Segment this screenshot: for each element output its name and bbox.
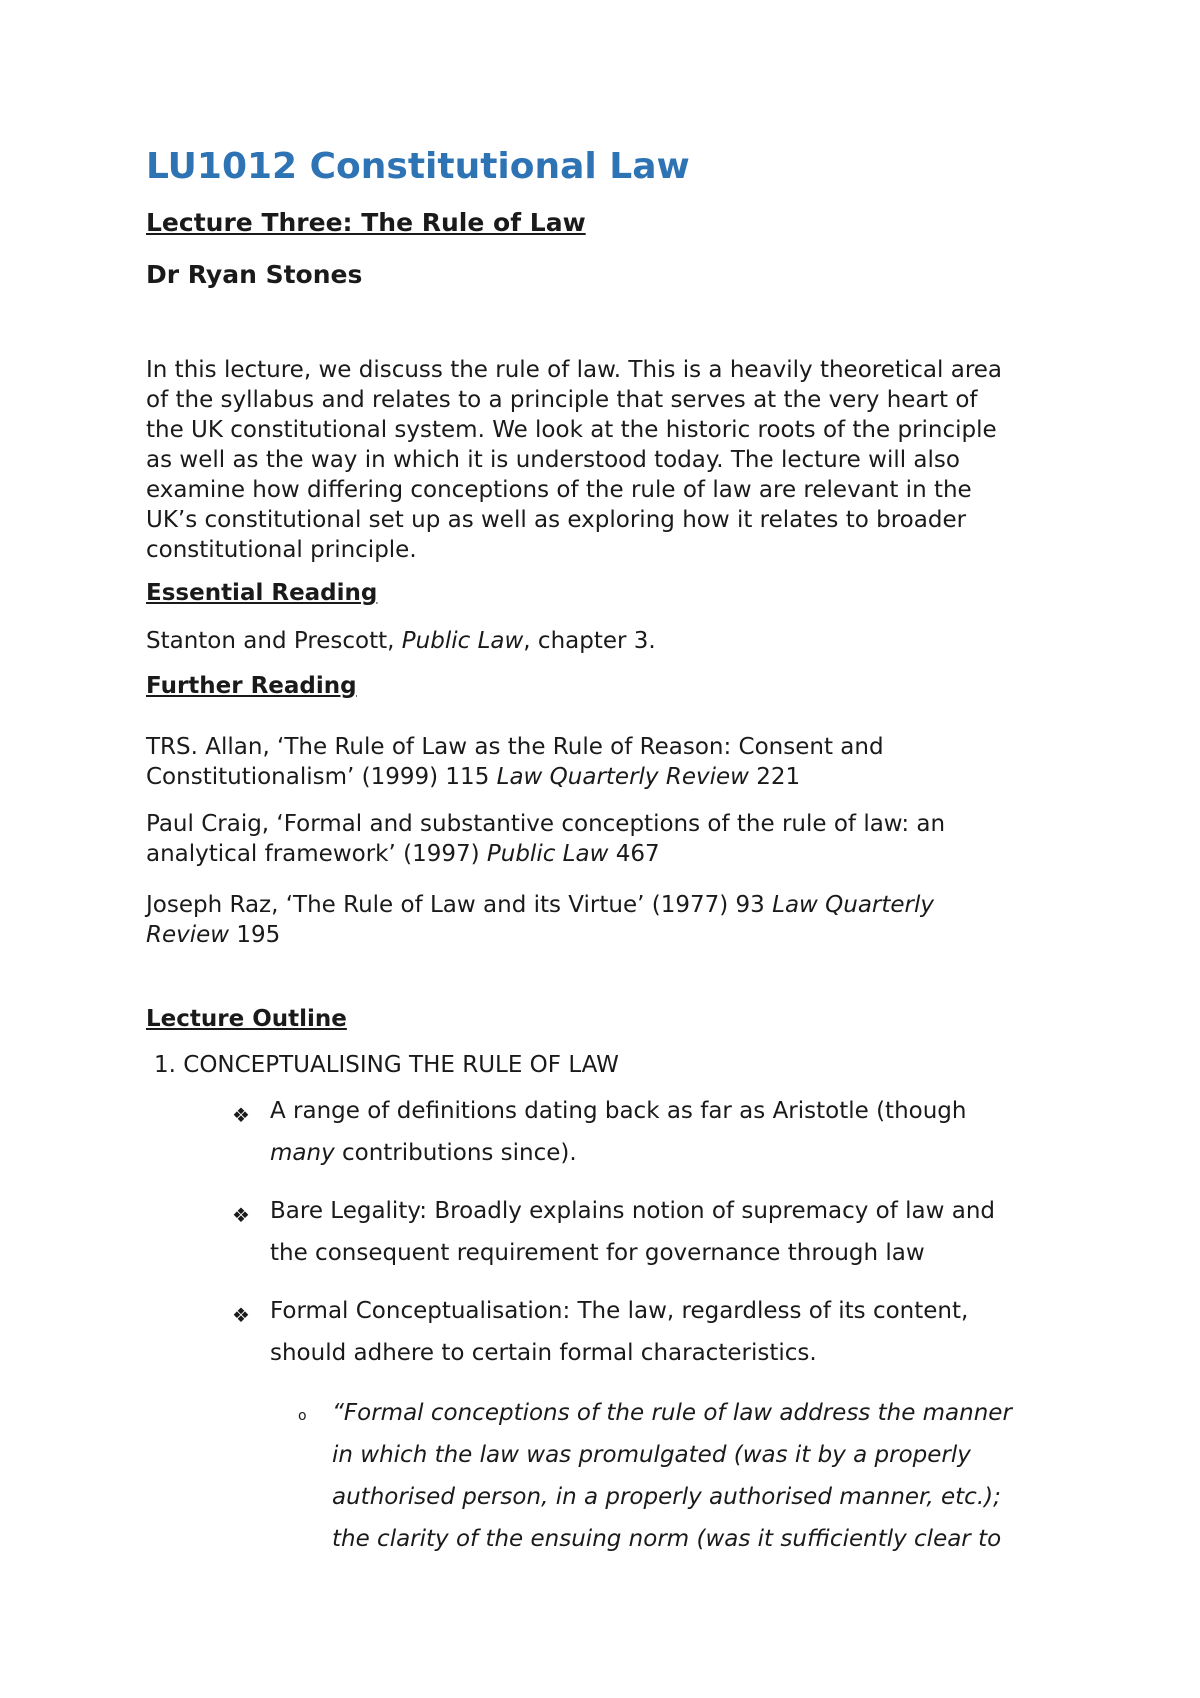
ref-italic: Public Law [401, 628, 524, 654]
bullet-line: Formal Conceptualisation: The law, regardless of its content, [270, 1298, 969, 1324]
ref-italic: Review [146, 922, 230, 948]
intro-paragraph [146, 355, 1086, 565]
ref-italic: Law Quarterly [772, 892, 935, 918]
diamond-bullet-icon: ❖ [232, 1203, 250, 1227]
intro-line: of the syllabus and relates to a principle that serves at the very heart of [146, 387, 978, 413]
ref-italic: Public Law [486, 841, 609, 867]
quote-line: “Formal conceptions of the rule of law address the manner [332, 1400, 1012, 1426]
ref-text: 221 [748, 764, 801, 790]
ref-text: 195 [229, 922, 281, 948]
document-title: LU1012 Constitutional Law [146, 146, 690, 187]
diamond-bullet-icon: ❖ [232, 1303, 250, 1327]
ref-line [146, 890, 934, 920]
author-name: Dr Ryan Stones [146, 260, 363, 289]
bullet-italic: many [270, 1140, 335, 1166]
ref-line [146, 762, 884, 792]
outline-section-heading: 1. CONCEPTUALISING THE RULE OF LAW [154, 1052, 619, 1078]
intro-line: the UK constitutional system. We look at the historic roots of the principle [146, 417, 997, 443]
intro-line: UK’s constitutional set up as well as exploring how it relates to broader [146, 507, 967, 533]
intro-line: In this lecture, we discuss the rule of law. This is a heavily theoretical area [146, 357, 1003, 383]
quote-line: authorised person, in a properly authorised manner, etc.); [332, 1484, 1001, 1510]
intro-line: as well as the way in which it is understood today. The lecture will also [146, 447, 960, 473]
further-reading-heading: Further Reading [146, 673, 357, 699]
circle-bullet-icon: o [298, 1408, 307, 1424]
further-reading-ref [146, 732, 884, 792]
bullet-line: A range of definitions dating back as far as Aristotle (though [270, 1098, 967, 1124]
bullet-line: Bare Legality: Broadly explains notion of supremacy of law and [270, 1198, 996, 1224]
bullet-line: the consequent requirement for governance through law [270, 1240, 925, 1266]
ref-line: Paul Craig, ‘Formal and substantive conceptions of the rule of law: an [146, 811, 946, 837]
lecture-title: Lecture Three: The Rule of Law [146, 208, 586, 237]
bullet-text: contributions since). [334, 1140, 577, 1166]
formal-conception-quote [332, 1392, 1012, 1560]
intro-line: examine how differing conceptions of the rule of law are relevant in the [146, 477, 972, 503]
diamond-bullet-icon: ❖ [232, 1103, 250, 1127]
ref-text: Joseph Raz, ‘The Rule of Law and its Virtue’ (1977) 93 [146, 892, 773, 918]
ref-italic: Law Quarterly Review [496, 764, 749, 790]
ref-line [146, 920, 934, 950]
outline-bullet [270, 1090, 966, 1174]
ref-line: TRS. Allan, ‘The Rule of Law as the Rule of Reason: Consent and [146, 734, 884, 760]
ref-line [146, 839, 945, 869]
bullet-line: should adhere to certain formal characteristics. [270, 1340, 817, 1366]
lecture-outline-heading: Lecture Outline [146, 1006, 347, 1032]
ref-text: Stanton and Prescott, [146, 628, 402, 654]
ref-text: , chapter 3. [523, 628, 656, 654]
intro-line: constitutional principle. [146, 537, 417, 563]
essential-reading-ref [146, 626, 656, 656]
further-reading-ref [146, 890, 934, 950]
quote-line: the clarity of the ensuing norm (was it sufficiently clear to [332, 1526, 1002, 1552]
essential-reading-heading: Essential Reading [146, 580, 378, 606]
further-reading-ref [146, 809, 945, 869]
bullet-line [270, 1132, 966, 1174]
ref-text: Constitutionalism’ (1999) 115 [146, 764, 497, 790]
outline-bullet [270, 1190, 995, 1274]
ref-text: 467 [608, 841, 660, 867]
ref-text: analytical framework’ (1997) [146, 841, 487, 867]
outline-bullet [270, 1290, 968, 1374]
quote-line: in which the law was promulgated (was it by a properly [332, 1442, 971, 1468]
